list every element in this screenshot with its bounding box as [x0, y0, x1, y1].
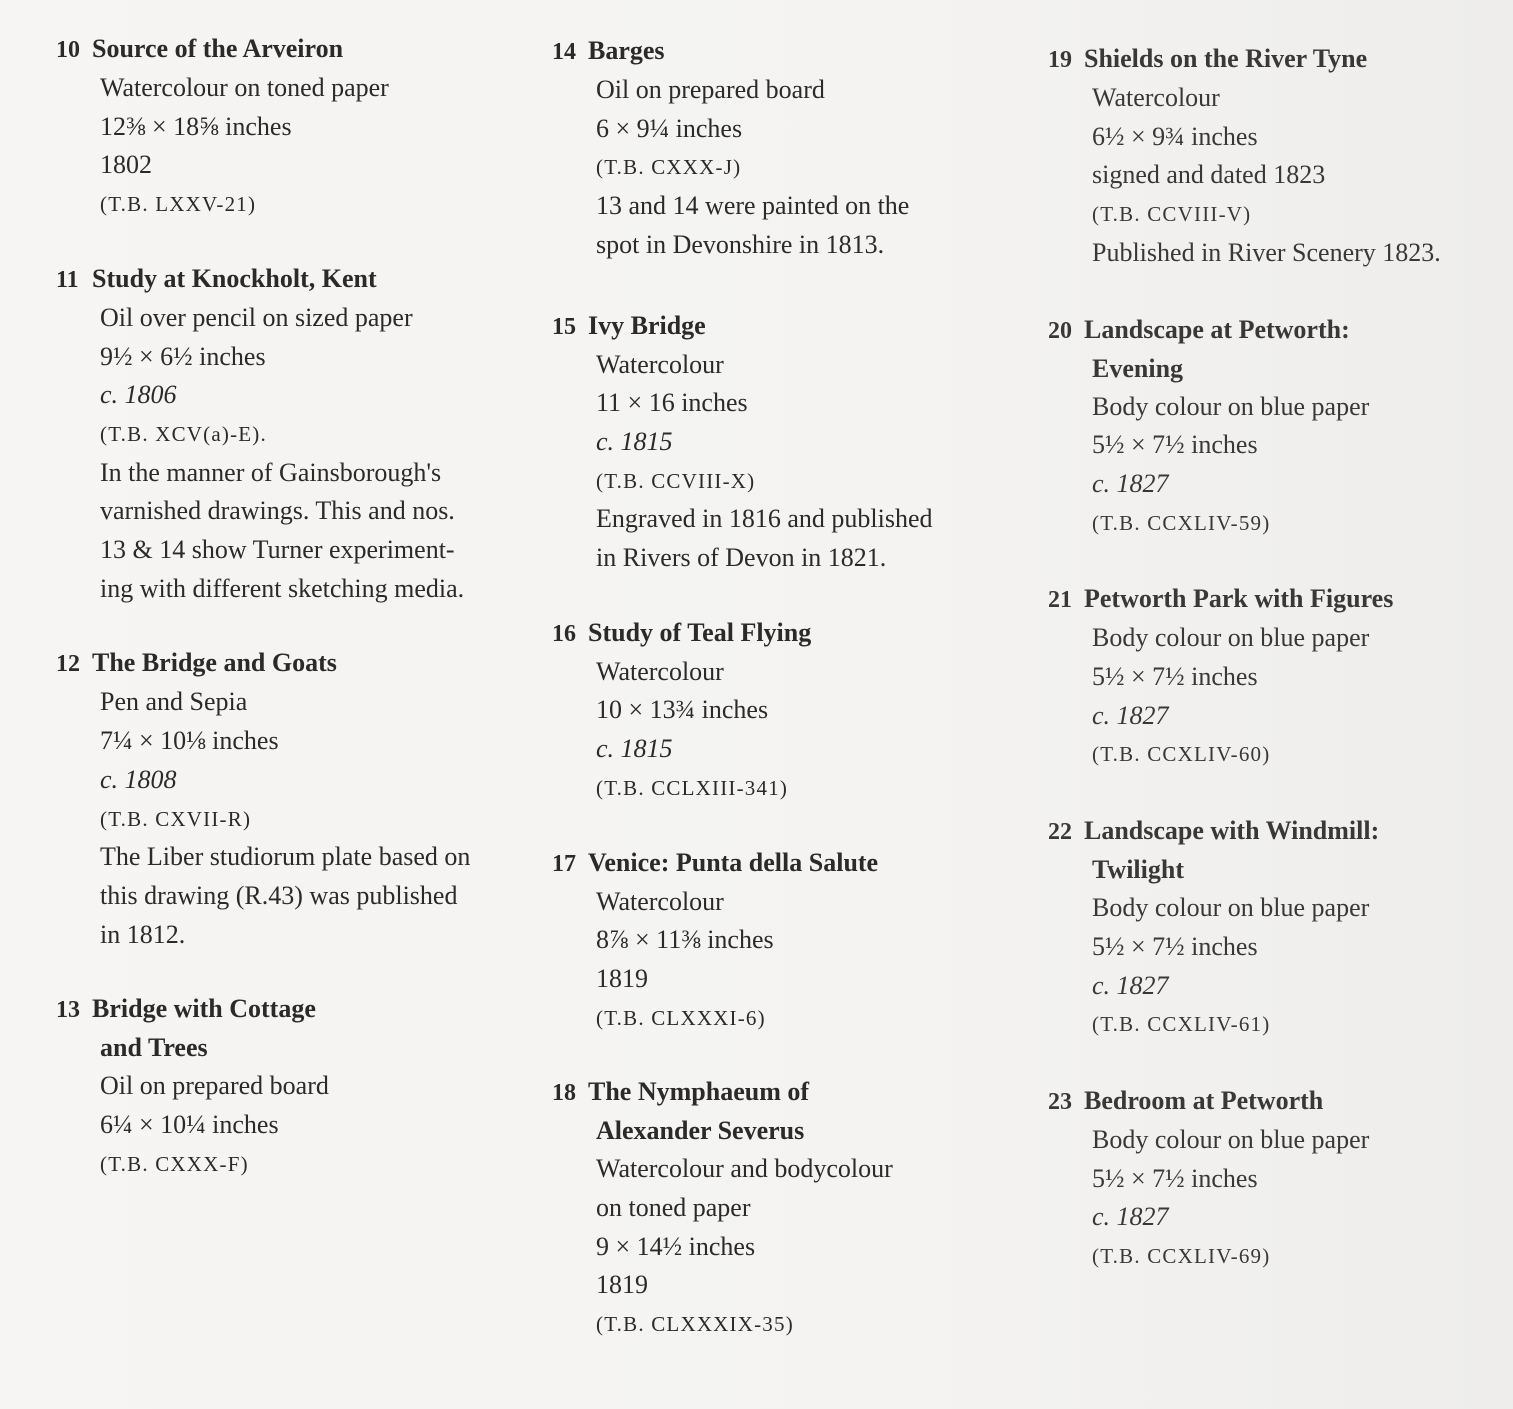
entry-dimensions: 6¼ × 10¼ inches: [100, 1110, 279, 1140]
entry-date: [1048, 697, 1513, 736]
entry-reference: (T.B. LXXV-21): [100, 192, 257, 217]
catalogue-entry-21: [1048, 580, 1513, 774]
entry-dimensions: 5½ × 7½ inches: [1092, 430, 1258, 460]
catalogue-entry-13: [56, 990, 526, 1183]
entry-medium: Watercolour and bodycolour: [596, 1154, 893, 1184]
entry-date-text: c. 1806: [100, 380, 177, 410]
entry-reference: (T.B. CLXXXI-6): [596, 1005, 766, 1030]
entry-number: 19: [1048, 47, 1072, 73]
entry-title: [1048, 311, 1513, 388]
catalogue-entry-14: [552, 32, 1022, 265]
entry-number: 17: [552, 850, 576, 877]
entry-number: 23: [1048, 1088, 1072, 1115]
entry-reference: (T.B. CLXXXIX-35): [596, 1312, 794, 1337]
entry-title-line: Ivy Bridge: [588, 310, 706, 340]
entry-date: [56, 761, 526, 800]
entry-title: [56, 644, 526, 683]
entry-title-line: Petworth Park with Figures: [1084, 584, 1394, 614]
catalogue-entry-23: [1048, 1082, 1513, 1276]
entry-date: 1819: [596, 963, 648, 993]
entry-date-text: c. 1827: [1092, 1202, 1169, 1232]
entry-note-line: spot in Devonshire in 1813.: [596, 229, 885, 259]
entry-reference: (T.B. CXXX-F): [100, 1151, 249, 1176]
entry-note-line: 13 & 14 show Turner experiment-: [100, 535, 455, 565]
entry-title-line: Shields on the River Tyne: [1084, 44, 1368, 73]
entry-reference: (T.B. CCXLIV-59): [1092, 510, 1271, 535]
entry-number: 12: [56, 651, 80, 678]
entry-title-line: Landscape with Windmill:: [1084, 816, 1380, 846]
entry-date: [56, 376, 526, 415]
entry-number: 11: [56, 266, 79, 293]
entry-date: 1802: [100, 150, 152, 180]
entry-dimensions: 6½ × 9¾ inches: [1092, 121, 1258, 151]
catalogue-entry-22: [1048, 812, 1513, 1044]
entry-title: [552, 1073, 1022, 1150]
entry-note-line: The Liber studiorum plate based on: [100, 842, 471, 872]
entry-date-text: c. 1808: [100, 764, 177, 794]
entry-note-line: In the manner of Gainsborough's: [100, 457, 442, 487]
entry-date-text: c. 1827: [1092, 970, 1169, 1000]
entry-title: [552, 614, 1022, 653]
entry-title: [1048, 40, 1513, 79]
entry-medium: Oil over pencil on sized paper: [100, 302, 413, 332]
entry-number: 15: [552, 313, 576, 340]
entry-medium: Oil on prepared board: [596, 75, 825, 104]
entry-title-line: Study at Knockholt, Kent: [92, 263, 377, 293]
catalogue-column-3: [1048, 40, 1513, 1276]
entry-medium: on toned paper: [596, 1193, 751, 1223]
entry-dimensions: 11 × 16 inches: [596, 388, 748, 418]
entry-date: signed and dated 1823: [1092, 160, 1326, 190]
entry-medium: Watercolour: [596, 886, 724, 916]
entry-date-text: c. 1827: [1092, 700, 1169, 730]
entry-number: 21: [1048, 587, 1072, 614]
entry-number: 16: [552, 620, 576, 647]
entry-medium: Body colour on blue paper: [1092, 1124, 1370, 1154]
entry-title-line: The Nymphaeum of: [588, 1077, 810, 1107]
entry-date: [552, 730, 1022, 769]
entry-title: [1048, 580, 1513, 619]
entry-date: 1819: [596, 1270, 648, 1300]
entry-date-text: c. 1815: [596, 426, 673, 456]
catalogue-entry-20: [1048, 311, 1513, 543]
entry-date-text: c. 1815: [596, 734, 673, 764]
entry-dimensions: 9½ × 6½ inches: [100, 341, 266, 371]
entry-date: [1048, 1198, 1513, 1237]
entry-title-line: Twilight: [1092, 855, 1184, 885]
entry-title-line: and Trees: [100, 1033, 208, 1063]
entry-reference: (T.B. CCLXIII-341): [596, 775, 789, 800]
entry-dimensions: 7¼ × 10⅛ inches: [100, 726, 279, 756]
entry-reference: (T.B. CCVIII-X): [596, 468, 756, 493]
entry-reference: (T.B. CXXX-J): [596, 155, 742, 180]
entry-note-line: Engraved in 1816 and published: [596, 504, 933, 534]
entry-dimensions: 5½ × 7½ inches: [1092, 662, 1258, 692]
entry-number: 13: [56, 997, 80, 1024]
entry-medium: Body colour on blue paper: [1092, 893, 1370, 923]
entry-title-line: Source of the Arveiron: [92, 34, 344, 63]
entry-date: [552, 423, 1022, 462]
entry-reference: (T.B. CCVIII-V): [1092, 202, 1252, 227]
entry-note-line: 13 and 14 were painted on the: [596, 191, 910, 221]
entry-reference: (T.B. XCV(a)-E).: [100, 421, 267, 446]
entry-medium: Body colour on blue paper: [1092, 623, 1370, 653]
entry-number: 22: [1048, 819, 1072, 846]
entry-reference: (T.B. CCXLIV-60): [1092, 742, 1271, 767]
entry-medium: Watercolour: [596, 349, 724, 379]
entry-note-line: varnished drawings. This and nos.: [100, 496, 455, 526]
entry-title: [552, 32, 1022, 71]
entry-medium: Body colour on blue paper: [1092, 391, 1370, 421]
entry-note-line: in Rivers of Devon in 1821.: [596, 543, 887, 573]
entry-title: [56, 260, 526, 299]
entry-reference: (T.B. CCXLIV-69): [1092, 1244, 1271, 1269]
entry-title: [56, 30, 526, 69]
entry-reference: (T.B. CCXLIV-61): [1092, 1012, 1271, 1037]
entry-dimensions: 8⅞ × 11⅜ inches: [596, 925, 774, 955]
entry-number: 14: [552, 39, 576, 65]
entry-dimensions: 5½ × 7½ inches: [1092, 931, 1258, 961]
entry-title: [1048, 1082, 1513, 1121]
entry-number: 18: [552, 1080, 576, 1107]
entry-title: [1048, 812, 1513, 889]
entry-title-line: Alexander Severus: [596, 1116, 805, 1146]
entry-title: [56, 990, 526, 1067]
entry-date-text: c. 1827: [1092, 468, 1169, 498]
entry-dimensions: 12⅜ × 18⅝ inches: [100, 111, 292, 141]
entry-title-line: Evening: [1092, 353, 1184, 383]
entry-title-line: Landscape at Petworth:: [1084, 314, 1350, 344]
catalogue-entry-15: [552, 307, 1022, 578]
catalogue-column-1: [56, 30, 526, 1183]
entry-dimensions: 10 × 13¾ inches: [596, 695, 769, 725]
entry-title-line: Venice: Punta della Salute: [588, 847, 879, 877]
catalogue-entry-18: [552, 1073, 1022, 1344]
catalogue-entry-10: [56, 30, 526, 224]
catalogue-column-2: [552, 32, 1022, 1344]
entry-note-line: this drawing (R.43) was published: [100, 880, 458, 910]
entry-medium: Watercolour: [596, 656, 724, 686]
catalogue-entry-19: [1048, 40, 1513, 273]
entry-medium: Watercolour: [1092, 83, 1220, 112]
entry-title-line: Bridge with Cottage: [92, 994, 316, 1024]
entry-medium: Oil on prepared board: [100, 1071, 329, 1101]
entry-dimensions: 6 × 9¼ inches: [596, 113, 743, 143]
entry-date: [1048, 967, 1513, 1006]
entry-title: [552, 307, 1022, 346]
catalogue-entry-16: [552, 614, 1022, 808]
entry-dimensions: 5½ × 7½ inches: [1092, 1163, 1258, 1193]
entry-title: [552, 844, 1022, 883]
entry-note-line: Published in River Scenery 1823.: [1092, 237, 1441, 267]
entry-title-line: Study of Teal Flying: [588, 617, 812, 647]
entry-number: 20: [1048, 317, 1072, 344]
catalogue-entry-12: [56, 644, 526, 954]
entry-dimensions: 9 × 14½ inches: [596, 1231, 756, 1261]
entry-date: [1048, 465, 1513, 504]
catalogue-entry-11: [56, 260, 526, 609]
entry-number: 10: [56, 37, 80, 63]
entry-title-line: Barges: [588, 36, 665, 65]
entry-reference: (T.B. CXVII-R): [100, 806, 252, 831]
entry-note-line: ing with different sketching media.: [100, 573, 465, 603]
entry-title-line: Bedroom at Petworth: [1084, 1085, 1324, 1115]
entry-note-line: in 1812.: [100, 919, 186, 949]
entry-title-line: The Bridge and Goats: [92, 648, 337, 678]
catalogue-entry-17: [552, 844, 1022, 1038]
entry-medium: Pen and Sepia: [100, 687, 248, 717]
entry-medium: Watercolour on toned paper: [100, 73, 389, 102]
